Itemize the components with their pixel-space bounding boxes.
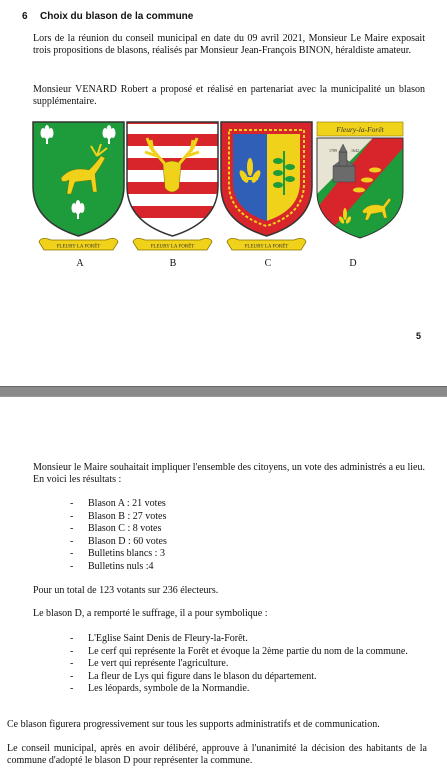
symbol-item: - La fleur de Lys qui figure dans le blason du département. xyxy=(70,671,425,684)
total-paragraph: Pour un total de 123 votants sur 236 électeurs. xyxy=(33,585,219,596)
section-number: 6 xyxy=(22,11,28,22)
result-item: - Blason D : 60 votes xyxy=(70,536,167,549)
symbol-list xyxy=(70,633,425,696)
symbol-item: - Les léopards, symbole de la Normandie. xyxy=(70,683,425,696)
vote-paragraph: Monsieur le Maire souhaitait impliquer l'ensemble des citoyens, un vote des administrés a eu lieu. En voici les résultats : xyxy=(33,462,425,485)
blason-a-image xyxy=(31,118,126,258)
final-paragraph-2: Le conseil municipal, après en avoir délibéré, approuve à l'unanimité la décision des habitants de la commune d'adopté le blason D pour représenter la commune. xyxy=(7,743,427,766)
blason-d-year-right: 1642 xyxy=(351,148,359,153)
blason-d-year-left: 1789 xyxy=(329,148,337,153)
results-list xyxy=(70,498,167,573)
symbol-item: - L'Eglise Saint Denis de Fleury-la-Forêt. xyxy=(70,633,425,646)
blason-a-label: A xyxy=(76,258,84,269)
blason-d-label: D xyxy=(349,258,357,269)
blason-d-image xyxy=(313,118,408,258)
blason-d-banner-text: Fleury-la-Forêt xyxy=(336,125,384,134)
page-number: 5 xyxy=(415,331,421,341)
symbol-item: - Le cerf qui représente la Forêt et évoque la 2ème partie du nom de la commune. xyxy=(70,646,425,659)
intro-paragraph: Lors de la réunion du conseil municipal en date du 09 avril 2021, Monsieur Le Maire exposait trois propositions de blasons, réalisés par Monsieur Jean-François BINON, héraldiste amateur. xyxy=(33,33,425,56)
result-item: - Blason B : 27 votes xyxy=(70,511,167,524)
blason-b-ribbon-text: FLEURY LA FORÊT xyxy=(150,244,195,250)
result-item: - Blason A : 21 votes xyxy=(70,498,167,511)
blason-b-image xyxy=(125,118,220,258)
blason-a-ribbon-text: FLEURY LA FORÊT xyxy=(56,244,101,250)
result-item: - Blason C : 8 votes xyxy=(70,523,167,536)
venard-paragraph: Monsieur VENARD Robert a proposé et réalisé en partenariat avec la municipalité un blason supplémentaire. xyxy=(33,84,425,107)
blason-c-image xyxy=(219,118,314,258)
blason-c-label: C xyxy=(264,258,272,269)
section-title: Choix du blason de la commune xyxy=(40,11,194,22)
blason-c-ribbon-text: FLEURY LA FORÊT xyxy=(244,244,289,250)
result-item: - Bulletins nuls :4 xyxy=(70,561,167,574)
result-item: - Bulletins blancs : 3 xyxy=(70,548,167,561)
document-page-1 xyxy=(0,0,447,388)
symbol-intro: Le blason D, a remporté le suffrage, il a pour symbolique : xyxy=(33,608,268,619)
symbol-item: - Le vert qui représente l'agriculture. xyxy=(70,658,425,671)
blason-b-label: B xyxy=(169,258,177,269)
final-paragraph-1: Ce blason figurera progressivement sur tous les supports administratifs et de communication. xyxy=(7,719,380,730)
blason-row xyxy=(0,118,447,258)
section-heading xyxy=(22,11,193,22)
